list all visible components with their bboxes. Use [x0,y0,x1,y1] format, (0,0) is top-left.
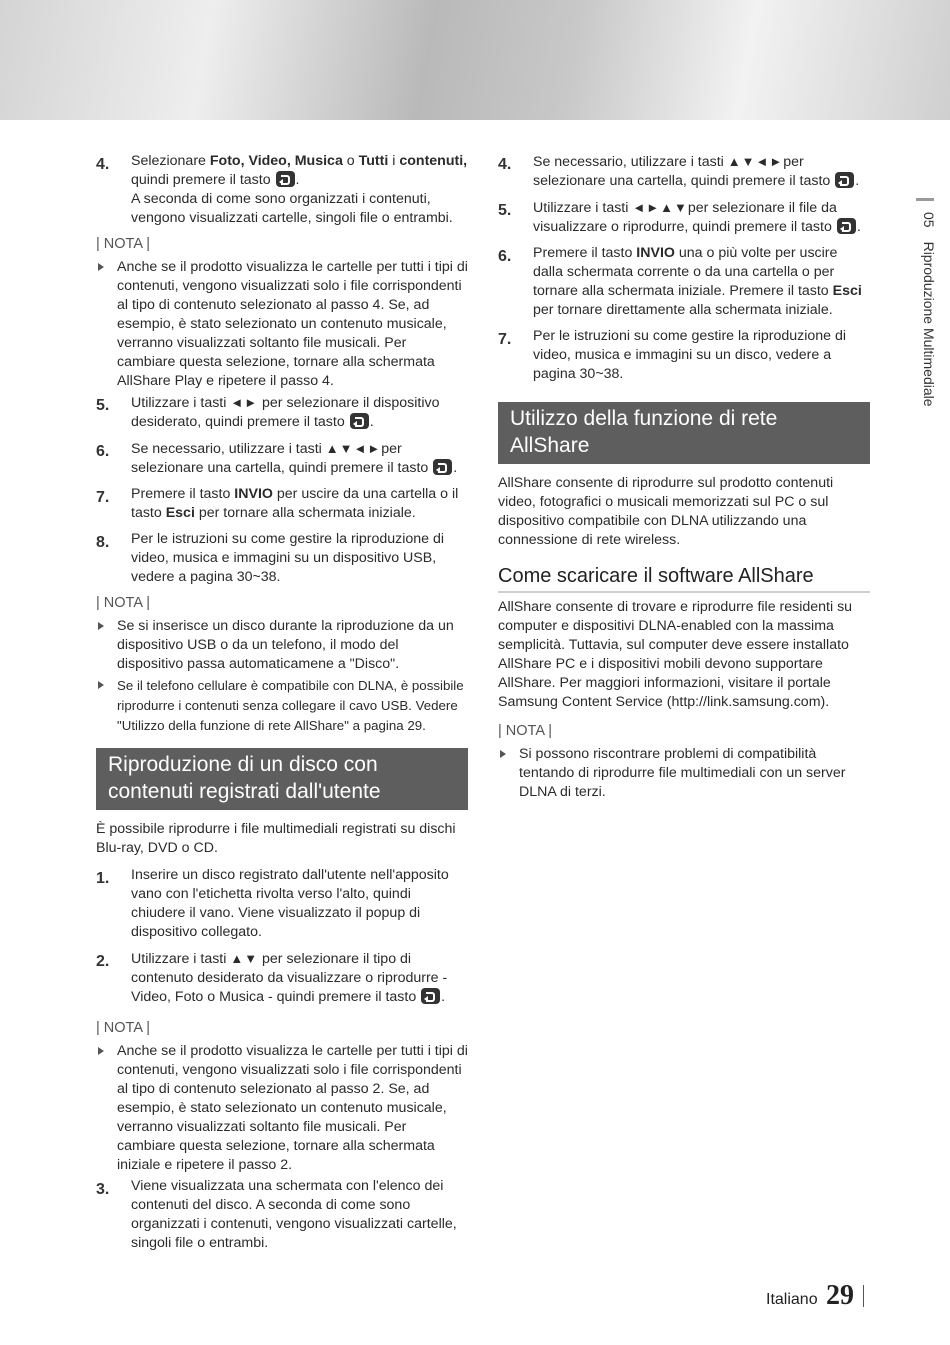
chapter-tab-marker [916,198,934,201]
nota-title: | NOTA | [96,595,150,611]
page-footer [766,1280,864,1312]
nota-title: | NOTA | [96,236,150,252]
note-item: Anche se il prodotto visualizza le cartelle per tutti i tipi di contenuti, vengono visualizzati solo i file corrispondenti al tipo di contenuto selezionato al passo 2. Se, ad esempio, è stato selezionato un contenuto musicale, verranno visualizzati soltanto file musicali. Per cambiare questa selezione, tornare alla schermata iniziale e ripetere il passo 2. [96,1042,468,1175]
header-banner [0,0,950,120]
page-number: 29 [826,1280,855,1311]
enter-key-icon [835,172,854,188]
note-item: Anche se il prodotto visualizza le cartelle per tutti i tipi di contenuti, vengono visualizzati solo i file corrispondenti al tipo di contenuto selezionato al passo 4. Se, ad esempio, è stato selezionato un contenuto musicale, verranno visualizzati soltanto file musicali. Per cambiare questa selezione, tornare alla schermata AllShare Play e ripetere il passo 4. [96,258,468,391]
section-intro: AllShare consente di riprodurre sul prodotto contenuti video, fotografici o musicali memorizzati sul PC o sul dispositivo compatibile con DLNA utilizzando una connessione di rete wireless. [498,475,834,548]
note-item: Se si inserisce un disco durante la riproduzione da un dispositivo USB o da un telefono, il modo del dispositivo passa automaticamene a "Disco". [96,617,468,674]
step-2: 2. Utilizzare i tasti ▲▼ per selezionare il tipo di contenuto desiderato da visualizzare o riprodurre -Video, Foto o Musica - quindi premere il tasto . [96,951,448,1005]
nota-title: | NOTA | [96,1020,150,1036]
note-item: Si possono riscontrare problemi di compatibilità tentando di riprodurre file multimediali con un server DLNA di terzi. [498,745,870,802]
step-1: 1. Inserire un disco registrato dall'utente nell'apposito vano con l'etichetta rivolta verso l'alto, quindi chiudere il vano. Viene visualizzato il popup di dispositivo collegato. [96,867,449,940]
step-3: 3. Viene visualizzata una schermata con l'elenco dei contenuti del disco. A seconda di come sono organizzati i contenuti, vengono visualizzati cartelle, singoli file o entrambi. [96,1178,457,1251]
step-4: 4. Se necessario, utilizzare i tasti ▲▼◄►per selezionare una cartella, quindi premere il tasto . [498,154,860,189]
step-7: 7. Premere il tasto INVIO per uscire da una cartella o il tasto Esci per tornare alla schermata iniziale. [96,486,459,521]
footer-divider [863,1285,864,1307]
arrow-keys-icon: ◄► [230,395,259,410]
enter-key-icon [421,988,440,1004]
step-5: 5. Utilizzare i tasti ◄► per selezionare il dispositivo desiderato, quindi premere il tasto . [96,395,440,430]
step-7: 7. Per le istruzioni su come gestire la riproduzione di video, musica e immagini su un disco, vedere a pagina 30~38. [498,328,847,382]
step-6: 6. Se necessario, utilizzare i tasti ▲▼◄►per selezionare una cartella, quindi premere il tasto . [96,441,458,476]
bullet-triangle-icon [98,1047,104,1055]
enter-key-icon [433,459,452,475]
nota-title: | NOTA | [498,723,552,739]
left-column [96,152,468,1260]
enter-key-icon [276,171,295,187]
enter-key-icon [350,413,369,429]
note-item: Se il telefono cellulare è compatibile con DLNA, è possibile riprodurre i contenuti senza collegare il cavo USB. Vedere "Utilizzo della funzione di rete AllShare" a pagina 29. [96,676,468,736]
section-heading: Riproduzione di un disco con contenuti registrati dall'utente [96,748,468,810]
bullet-triangle-icon [500,750,506,758]
step-5: 5. Utilizzare i tasti ◄►▲▼per selezionare il file da visualizzare o riprodurre, quindi premere il tasto . [498,200,861,235]
enter-key-icon [837,218,856,234]
arrow-keys-icon: ◄►▲▼ [632,200,688,215]
arrow-keys-icon: ▲▼◄► [727,154,784,169]
subsection-paragraph: AllShare consente di trovare e riprodurre file residenti su computer e dispositivi DLNA-enabled con la massima semplicità. Tuttavia, sul computer deve essere installato AllShare PC e i dispositivi mobili devono supportare AllShare. Per maggiori informazioni, visitare il portale Samsung Content Service (http://link.samsung.com). [498,599,853,710]
subsection-heading: Come scaricare il software AllShare [498,564,870,593]
bullet-triangle-icon [98,263,104,271]
chapter-side-label: 05Riproduzione Multimediale [921,212,937,407]
step-6: 6. Premere il tasto INVIO una o più volte per uscire dalla schermata corrente o da una cartella o per tornare alla schermata iniziale. Premere il tasto Esci per tornare direttamente alla schermata iniziale. [498,245,862,318]
step-4: 4. Selezionare Foto, Video, Musica o Tutti i contenuti, quindi premere il tasto . A seconda di come sono organizzati i contenuti, vengono visualizzati cartelle, singoli file o entrambi. [96,153,468,226]
bullet-triangle-icon [98,681,104,689]
bullet-triangle-icon [98,622,104,630]
right-column [498,152,870,804]
step-8: 8. Per le istruzioni su come gestire la riproduzione di video, musica e immagini su un dispositivo USB, vedere a pagina 30~38. [96,531,445,585]
arrow-keys-icon: ▲▼ [230,951,259,966]
footer-language: Italiano [766,1291,818,1308]
section-intro: È possibile riprodurre i file multimediali registrati su dischi Blu-ray, DVD o CD. [96,821,456,856]
section-heading: Utilizzo della funzione di rete AllShare [498,402,870,464]
arrow-keys-icon: ▲▼◄► [325,441,382,456]
